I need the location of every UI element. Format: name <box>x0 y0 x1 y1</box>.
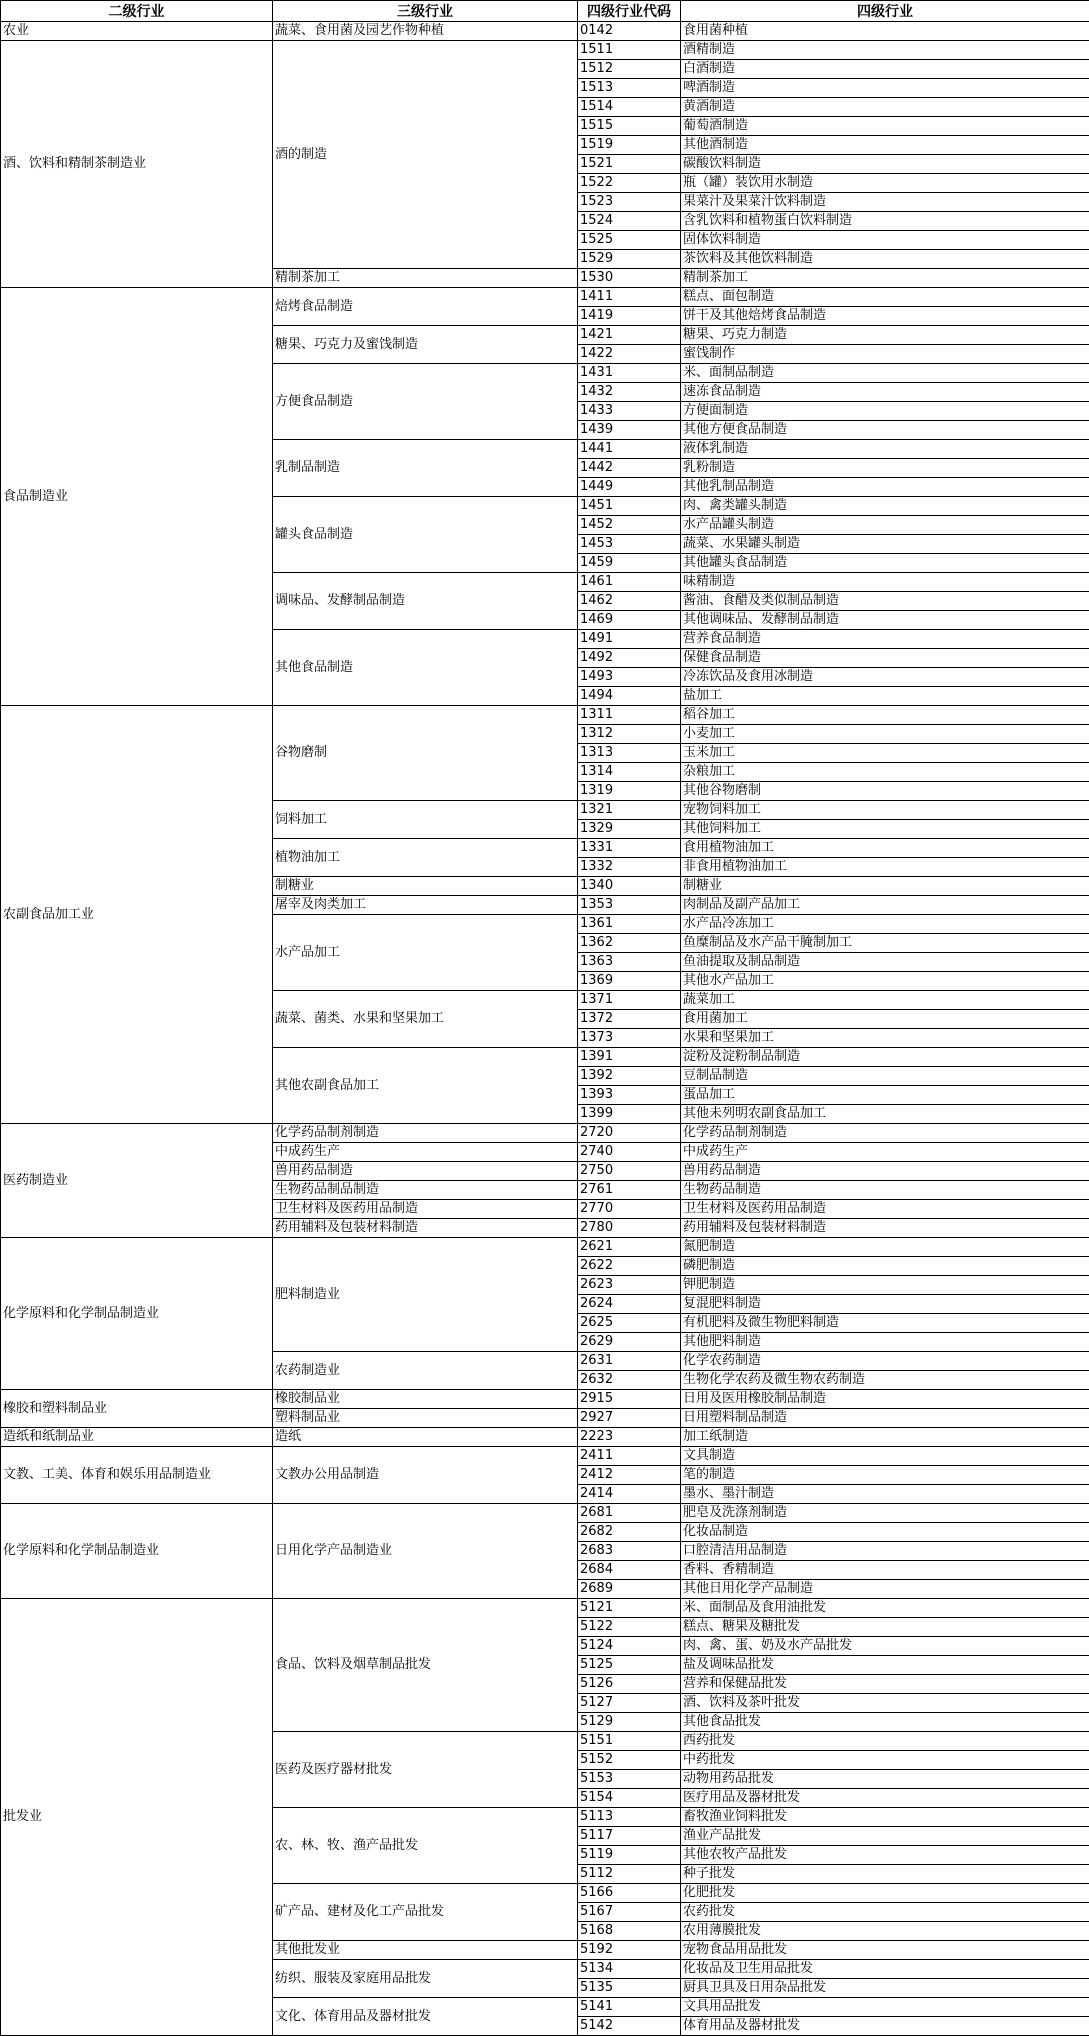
l4-industry-cell: 文具制造 <box>681 1447 1089 1466</box>
l4-industry-cell: 动物用药品批发 <box>681 1770 1089 1789</box>
l2-industry-cell: 医药制造业 <box>1 1124 273 1238</box>
l4-code-cell: 1311 <box>578 706 681 725</box>
l4-industry-cell: 保健食品制造 <box>681 649 1089 668</box>
l4-code-cell: 5192 <box>578 1941 681 1960</box>
l3-industry-cell: 其他食品制造 <box>273 630 578 706</box>
l4-industry-cell: 化学药品制剂制造 <box>681 1124 1089 1143</box>
l4-industry-cell: 含乳饮料和植物蛋白饮料制造 <box>681 212 1089 231</box>
l3-industry-cell: 方便食品制造 <box>273 364 578 440</box>
l4-industry-cell: 食用菌加工 <box>681 1010 1089 1029</box>
l4-code-cell: 2223 <box>578 1428 681 1447</box>
l3-industry-cell: 蔬菜、菌类、水果和坚果加工 <box>273 991 578 1048</box>
l4-industry-cell: 其他水产品加工 <box>681 972 1089 991</box>
l4-industry-cell: 米、面制品制造 <box>681 364 1089 383</box>
l4-code-cell: 2682 <box>578 1523 681 1542</box>
l4-code-cell: 1312 <box>578 725 681 744</box>
l4-code-cell: 5154 <box>578 1789 681 1808</box>
l4-industry-cell: 碳酸饮料制造 <box>681 155 1089 174</box>
l3-industry-cell: 肥料制造业 <box>273 1238 578 1352</box>
l4-code-cell: 1369 <box>578 972 681 991</box>
l4-industry-cell: 食用植物油加工 <box>681 839 1089 858</box>
l4-code-cell: 1492 <box>578 649 681 668</box>
l4-code-cell: 5141 <box>578 1998 681 2017</box>
l3-industry-cell: 文化、体育用品及器材批发 <box>273 1998 578 2036</box>
l4-code-cell: 1530 <box>578 269 681 288</box>
l4-code-cell: 1491 <box>578 630 681 649</box>
l3-industry-cell: 乳制品制造 <box>273 440 578 497</box>
l3-industry-cell: 生物药品制品制造 <box>273 1181 578 1200</box>
l4-code-cell: 5113 <box>578 1808 681 1827</box>
l2-industry-cell: 化学原料和化学制品制造业 <box>1 1504 273 1599</box>
l4-code-cell: 1391 <box>578 1048 681 1067</box>
l4-industry-cell: 盐及调味品批发 <box>681 1656 1089 1675</box>
l4-code-cell: 2689 <box>578 1580 681 1599</box>
l4-industry-cell: 肉、禽类罐头制造 <box>681 497 1089 516</box>
header-code: 四级行业代码 <box>578 1 681 22</box>
l4-code-cell: 1329 <box>578 820 681 839</box>
l3-industry-cell: 屠宰及肉类加工 <box>273 896 578 915</box>
l2-industry-cell: 食品制造业 <box>1 288 273 706</box>
l4-industry-cell: 糕点、糖果及糖批发 <box>681 1618 1089 1637</box>
l4-industry-cell: 糕点、面包制造 <box>681 288 1089 307</box>
l3-industry-cell: 其他批发业 <box>273 1941 578 1960</box>
table-row <box>1 22 1089 41</box>
l4-code-cell: 1319 <box>578 782 681 801</box>
l4-industry-cell: 生物药品制造 <box>681 1181 1089 1200</box>
l3-industry-cell: 调味品、发酵制品制造 <box>273 573 578 630</box>
l3-industry-cell: 糖果、巧克力及蜜饯制造 <box>273 326 578 364</box>
l4-industry-cell: 化妆品制造 <box>681 1523 1089 1542</box>
l4-industry-cell: 宠物食品用品批发 <box>681 1941 1089 1960</box>
l4-code-cell: 1523 <box>578 193 681 212</box>
l4-code-cell: 5168 <box>578 1922 681 1941</box>
l4-code-cell: 1393 <box>578 1086 681 1105</box>
l4-code-cell: 5112 <box>578 1865 681 1884</box>
l3-industry-cell: 日用化学产品制造业 <box>273 1504 578 1599</box>
l4-code-cell: 1515 <box>578 117 681 136</box>
l4-industry-cell: 中药批发 <box>681 1751 1089 1770</box>
l4-industry-cell: 蔬菜加工 <box>681 991 1089 1010</box>
l3-industry-cell: 塑料制品业 <box>273 1409 578 1428</box>
l4-code-cell: 1522 <box>578 174 681 193</box>
l3-industry-cell: 纺织、服装及家庭用品批发 <box>273 1960 578 1998</box>
l3-industry-cell: 谷物磨制 <box>273 706 578 801</box>
l4-code-cell: 1439 <box>578 421 681 440</box>
l3-industry-cell: 矿产品、建材及化工产品批发 <box>273 1884 578 1941</box>
l4-industry-cell: 宠物饲料加工 <box>681 801 1089 820</box>
l4-code-cell: 2631 <box>578 1352 681 1371</box>
l4-industry-cell: 酒精制造 <box>681 41 1089 60</box>
l4-industry-cell: 其他调味品、发酵制品制造 <box>681 611 1089 630</box>
l4-code-cell: 2720 <box>578 1124 681 1143</box>
l4-code-cell: 5127 <box>578 1694 681 1713</box>
l4-code-cell: 1353 <box>578 896 681 915</box>
l4-code-cell: 1521 <box>578 155 681 174</box>
l4-code-cell: 2622 <box>578 1257 681 1276</box>
l4-code-cell: 1453 <box>578 535 681 554</box>
l4-industry-cell: 精制茶加工 <box>681 269 1089 288</box>
l3-industry-cell: 其他农副食品加工 <box>273 1048 578 1124</box>
l4-industry-cell: 肉制品及副产品加工 <box>681 896 1089 915</box>
l3-industry-cell: 蔬菜、食用菌及园艺作物种植 <box>273 22 578 41</box>
l4-code-cell: 1362 <box>578 934 681 953</box>
l3-industry-cell: 水产品加工 <box>273 915 578 991</box>
l4-code-cell: 1431 <box>578 364 681 383</box>
l3-industry-cell: 罐头食品制造 <box>273 497 578 573</box>
l4-industry-cell: 其他方便食品制造 <box>681 421 1089 440</box>
l4-code-cell: 5134 <box>578 1960 681 1979</box>
l4-code-cell: 5166 <box>578 1884 681 1903</box>
l4-industry-cell: 药用辅料及包装材料制造 <box>681 1219 1089 1238</box>
table-row <box>1 41 1089 60</box>
l4-industry-cell: 食用菌种植 <box>681 22 1089 41</box>
l4-industry-cell: 杂粮加工 <box>681 763 1089 782</box>
l3-industry-cell: 卫生材料及医药用品制造 <box>273 1200 578 1219</box>
l4-industry-cell: 鱼油提取及制品制造 <box>681 953 1089 972</box>
l4-code-cell: 2761 <box>578 1181 681 1200</box>
l3-industry-cell: 农药制造业 <box>273 1352 578 1390</box>
l4-industry-cell: 方便面制造 <box>681 402 1089 421</box>
l4-code-cell: 2750 <box>578 1162 681 1181</box>
l4-code-cell: 1452 <box>578 516 681 535</box>
l3-industry-cell: 造纸 <box>273 1428 578 1447</box>
table-row <box>1 1599 1089 1618</box>
l4-code-cell: 1462 <box>578 592 681 611</box>
l3-industry-cell: 化学药品制剂制造 <box>273 1124 578 1143</box>
l4-industry-cell: 畜牧渔业饲料批发 <box>681 1808 1089 1827</box>
l4-industry-cell: 盐加工 <box>681 687 1089 706</box>
l4-industry-cell: 茶饮料及其他饮料制造 <box>681 250 1089 269</box>
l4-code-cell: 1314 <box>578 763 681 782</box>
l3-industry-cell: 橡胶制品业 <box>273 1390 578 1409</box>
l3-industry-cell: 酒的制造 <box>273 41 578 269</box>
l4-code-cell: 1419 <box>578 307 681 326</box>
l4-industry-cell: 蛋品加工 <box>681 1086 1089 1105</box>
l4-code-cell: 1449 <box>578 478 681 497</box>
l4-code-cell: 1361 <box>578 915 681 934</box>
l4-code-cell: 2681 <box>578 1504 681 1523</box>
l4-code-cell: 0142 <box>578 22 681 41</box>
l4-code-cell: 1519 <box>578 136 681 155</box>
l3-industry-cell: 农、林、牧、渔产品批发 <box>273 1808 578 1884</box>
l4-industry-cell: 酱油、食醋及类似制品制造 <box>681 592 1089 611</box>
l4-industry-cell: 水产品罐头制造 <box>681 516 1089 535</box>
l4-code-cell: 2780 <box>578 1219 681 1238</box>
l4-code-cell: 2623 <box>578 1276 681 1295</box>
l4-industry-cell: 白酒制造 <box>681 60 1089 79</box>
l4-industry-cell: 非食用植物油加工 <box>681 858 1089 877</box>
l4-code-cell: 1392 <box>578 1067 681 1086</box>
l4-code-cell: 2770 <box>578 1200 681 1219</box>
table-row <box>1 1428 1089 1447</box>
l4-code-cell: 1461 <box>578 573 681 592</box>
l4-code-cell: 1511 <box>578 41 681 60</box>
header-l2: 二级行业 <box>1 1 273 22</box>
l4-code-cell: 1529 <box>578 250 681 269</box>
l4-code-cell: 5153 <box>578 1770 681 1789</box>
l4-code-cell: 1363 <box>578 953 681 972</box>
l4-code-cell: 5125 <box>578 1656 681 1675</box>
l4-industry-cell: 香料、香精制造 <box>681 1561 1089 1580</box>
l2-industry-cell: 农业 <box>1 22 273 41</box>
l4-code-cell: 1313 <box>578 744 681 763</box>
l4-industry-cell: 糖果、巧克力制造 <box>681 326 1089 345</box>
l4-industry-cell: 制糖业 <box>681 877 1089 896</box>
l4-industry-cell: 稻谷加工 <box>681 706 1089 725</box>
l4-industry-cell: 日用塑料制品制造 <box>681 1409 1089 1428</box>
l4-code-cell: 2927 <box>578 1409 681 1428</box>
table-row <box>1 1238 1089 1257</box>
l3-industry-cell: 药用辅料及包装材料制造 <box>273 1219 578 1238</box>
l4-industry-cell: 体育用品及器材批发 <box>681 2017 1089 2036</box>
l4-industry-cell: 营养和保健品批发 <box>681 1675 1089 1694</box>
l3-industry-cell: 植物油加工 <box>273 839 578 877</box>
l4-industry-cell: 蜜饯制作 <box>681 345 1089 364</box>
l2-industry-cell: 批发业 <box>1 1599 273 2036</box>
l4-industry-cell: 蔬菜、水果罐头制造 <box>681 535 1089 554</box>
l4-code-cell: 2632 <box>578 1371 681 1390</box>
l4-industry-cell: 渔业产品批发 <box>681 1827 1089 1846</box>
l4-industry-cell: 水果和坚果加工 <box>681 1029 1089 1048</box>
l4-code-cell: 2624 <box>578 1295 681 1314</box>
table-row <box>1 1390 1089 1409</box>
l4-industry-cell: 墨水、墨汁制造 <box>681 1485 1089 1504</box>
l4-code-cell: 1459 <box>578 554 681 573</box>
l4-industry-cell: 饼干及其他焙烤食品制造 <box>681 307 1089 326</box>
l4-industry-cell: 磷肥制造 <box>681 1257 1089 1276</box>
l4-industry-cell: 农用薄膜批发 <box>681 1922 1089 1941</box>
l4-industry-cell: 其他罐头食品制造 <box>681 554 1089 573</box>
l4-industry-cell: 化妆品及卫生用品批发 <box>681 1960 1089 1979</box>
l4-code-cell: 1442 <box>578 459 681 478</box>
l4-industry-cell: 农药批发 <box>681 1903 1089 1922</box>
l4-industry-cell: 酒、饮料及茶叶批发 <box>681 1694 1089 1713</box>
l4-industry-cell: 其他未列明农副食品加工 <box>681 1105 1089 1124</box>
l4-industry-cell: 种子批发 <box>681 1865 1089 1884</box>
l3-industry-cell: 医药及医疗器材批发 <box>273 1732 578 1808</box>
l4-code-cell: 1469 <box>578 611 681 630</box>
table-row <box>1 706 1089 725</box>
l4-code-cell: 5167 <box>578 1903 681 1922</box>
l4-code-cell: 1524 <box>578 212 681 231</box>
l4-industry-cell: 豆制品制造 <box>681 1067 1089 1086</box>
l3-industry-cell: 焙烤食品制造 <box>273 288 578 326</box>
table-row <box>1 1124 1089 1143</box>
l4-code-cell: 2740 <box>578 1143 681 1162</box>
l3-industry-cell: 兽用药品制造 <box>273 1162 578 1181</box>
l4-industry-cell: 氮肥制造 <box>681 1238 1089 1257</box>
l4-industry-cell: 肉、禽、蛋、奶及水产品批发 <box>681 1637 1089 1656</box>
l4-industry-cell: 米、面制品及食用油批发 <box>681 1599 1089 1618</box>
l4-industry-cell: 中成药生产 <box>681 1143 1089 1162</box>
l4-industry-cell: 葡萄酒制造 <box>681 117 1089 136</box>
l3-industry-cell: 文教办公用品制造 <box>273 1447 578 1504</box>
l4-industry-cell: 钾肥制造 <box>681 1276 1089 1295</box>
table-body <box>1 22 1089 2036</box>
l4-industry-cell: 冷冻饮品及食用冰制造 <box>681 668 1089 687</box>
l4-code-cell: 5129 <box>578 1713 681 1732</box>
l4-industry-cell: 黄酒制造 <box>681 98 1089 117</box>
l4-code-cell: 2684 <box>578 1561 681 1580</box>
l4-code-cell: 1399 <box>578 1105 681 1124</box>
l2-industry-cell: 农副食品加工业 <box>1 706 273 1124</box>
l4-industry-cell: 其他肥料制造 <box>681 1333 1089 1352</box>
header-l4: 四级行业 <box>681 1 1089 22</box>
l4-code-cell: 1512 <box>578 60 681 79</box>
l4-code-cell: 2625 <box>578 1314 681 1333</box>
table-row <box>1 1504 1089 1523</box>
l2-industry-cell: 化学原料和化学制品制造业 <box>1 1238 273 1390</box>
l4-code-cell: 2915 <box>578 1390 681 1409</box>
l4-code-cell: 1433 <box>578 402 681 421</box>
l3-industry-cell: 食品、饮料及烟草制品批发 <box>273 1599 578 1732</box>
l4-industry-cell: 其他乳制品制造 <box>681 478 1089 497</box>
l4-industry-cell: 厨具卫具及日用杂品批发 <box>681 1979 1089 1998</box>
l2-industry-cell: 造纸和纸制品业 <box>1 1428 273 1447</box>
l4-code-cell: 1340 <box>578 877 681 896</box>
table-row <box>1 1447 1089 1466</box>
l4-industry-cell: 卫生材料及医药用品制造 <box>681 1200 1089 1219</box>
l3-industry-cell: 饲料加工 <box>273 801 578 839</box>
l4-industry-cell: 其他谷物磨制 <box>681 782 1089 801</box>
l4-industry-cell: 肥皂及洗涤剂制造 <box>681 1504 1089 1523</box>
l4-industry-cell: 复混肥料制造 <box>681 1295 1089 1314</box>
l4-code-cell: 1371 <box>578 991 681 1010</box>
header-l3: 三级行业 <box>273 1 578 22</box>
l4-code-cell: 5152 <box>578 1751 681 1770</box>
l4-code-cell: 1421 <box>578 326 681 345</box>
l4-industry-cell: 其他饲料加工 <box>681 820 1089 839</box>
l4-industry-cell: 固体饮料制造 <box>681 231 1089 250</box>
l4-industry-cell: 营养食品制造 <box>681 630 1089 649</box>
l4-industry-cell: 其他农牧产品批发 <box>681 1846 1089 1865</box>
l4-industry-cell: 其他日用化学产品制造 <box>681 1580 1089 1599</box>
l4-code-cell: 5117 <box>578 1827 681 1846</box>
l4-code-cell: 2412 <box>578 1466 681 1485</box>
l4-industry-cell: 鱼糜制品及水产品干腌制加工 <box>681 934 1089 953</box>
l4-industry-cell: 文具用品批发 <box>681 1998 1089 2017</box>
l4-industry-cell: 瓶（罐）装饮用水制造 <box>681 174 1089 193</box>
l4-industry-cell: 其他酒制造 <box>681 136 1089 155</box>
l4-code-cell: 5142 <box>578 2017 681 2036</box>
l4-code-cell: 1441 <box>578 440 681 459</box>
l4-industry-cell: 淀粉及淀粉制品制造 <box>681 1048 1089 1067</box>
table-row <box>1 288 1089 307</box>
l2-industry-cell: 文教、工美、体育和娱乐用品制造业 <box>1 1447 273 1504</box>
l4-industry-cell: 水产品冷冻加工 <box>681 915 1089 934</box>
l4-code-cell: 1372 <box>578 1010 681 1029</box>
l4-code-cell: 2629 <box>578 1333 681 1352</box>
l2-industry-cell: 酒、饮料和精制茶制造业 <box>1 41 273 288</box>
l4-code-cell: 1411 <box>578 288 681 307</box>
l4-industry-cell: 生物化学农药及微生物农药制造 <box>681 1371 1089 1390</box>
l4-code-cell: 5126 <box>578 1675 681 1694</box>
l4-code-cell: 1494 <box>578 687 681 706</box>
l4-code-cell: 2411 <box>578 1447 681 1466</box>
l3-industry-cell: 制糖业 <box>273 877 578 896</box>
l4-code-cell: 2414 <box>578 1485 681 1504</box>
l4-industry-cell: 口腔清洁用品制造 <box>681 1542 1089 1561</box>
l3-industry-cell: 中成药生产 <box>273 1143 578 1162</box>
header-row <box>1 1 1089 22</box>
l4-industry-cell: 其他食品批发 <box>681 1713 1089 1732</box>
l4-code-cell: 5121 <box>578 1599 681 1618</box>
l4-code-cell: 1451 <box>578 497 681 516</box>
l4-code-cell: 1493 <box>578 668 681 687</box>
l4-code-cell: 5122 <box>578 1618 681 1637</box>
l4-industry-cell: 化学农药制造 <box>681 1352 1089 1371</box>
l4-industry-cell: 医疗用品及器材批发 <box>681 1789 1089 1808</box>
l2-industry-cell: 橡胶和塑料制品业 <box>1 1390 273 1428</box>
l4-code-cell: 1514 <box>578 98 681 117</box>
l4-industry-cell: 玉米加工 <box>681 744 1089 763</box>
l4-industry-cell: 液体乳制造 <box>681 440 1089 459</box>
l4-code-cell: 5151 <box>578 1732 681 1751</box>
l4-code-cell: 2683 <box>578 1542 681 1561</box>
l3-industry-cell: 精制茶加工 <box>273 269 578 288</box>
l4-code-cell: 1422 <box>578 345 681 364</box>
l4-code-cell: 1331 <box>578 839 681 858</box>
l4-industry-cell: 小麦加工 <box>681 725 1089 744</box>
l4-industry-cell: 加工纸制造 <box>681 1428 1089 1447</box>
l4-industry-cell: 兽用药品制造 <box>681 1162 1089 1181</box>
l4-code-cell: 5135 <box>578 1979 681 1998</box>
l4-industry-cell: 味精制造 <box>681 573 1089 592</box>
l4-industry-cell: 西药批发 <box>681 1732 1089 1751</box>
l4-industry-cell: 笔的制造 <box>681 1466 1089 1485</box>
l4-code-cell: 2621 <box>578 1238 681 1257</box>
l4-industry-cell: 日用及医用橡胶制品制造 <box>681 1390 1089 1409</box>
l4-industry-cell: 乳粉制造 <box>681 459 1089 478</box>
l4-code-cell: 5124 <box>578 1637 681 1656</box>
l4-industry-cell: 有机肥料及微生物肥料制造 <box>681 1314 1089 1333</box>
l4-code-cell: 1525 <box>578 231 681 250</box>
l4-industry-cell: 果菜汁及果菜汁饮料制造 <box>681 193 1089 212</box>
l4-code-cell: 1513 <box>578 79 681 98</box>
l4-industry-cell: 啤酒制造 <box>681 79 1089 98</box>
l4-code-cell: 1321 <box>578 801 681 820</box>
l4-code-cell: 1332 <box>578 858 681 877</box>
l4-industry-cell: 化肥批发 <box>681 1884 1089 1903</box>
l4-code-cell: 1432 <box>578 383 681 402</box>
l4-code-cell: 1373 <box>578 1029 681 1048</box>
l4-code-cell: 5119 <box>578 1846 681 1865</box>
l4-industry-cell: 速冻食品制造 <box>681 383 1089 402</box>
